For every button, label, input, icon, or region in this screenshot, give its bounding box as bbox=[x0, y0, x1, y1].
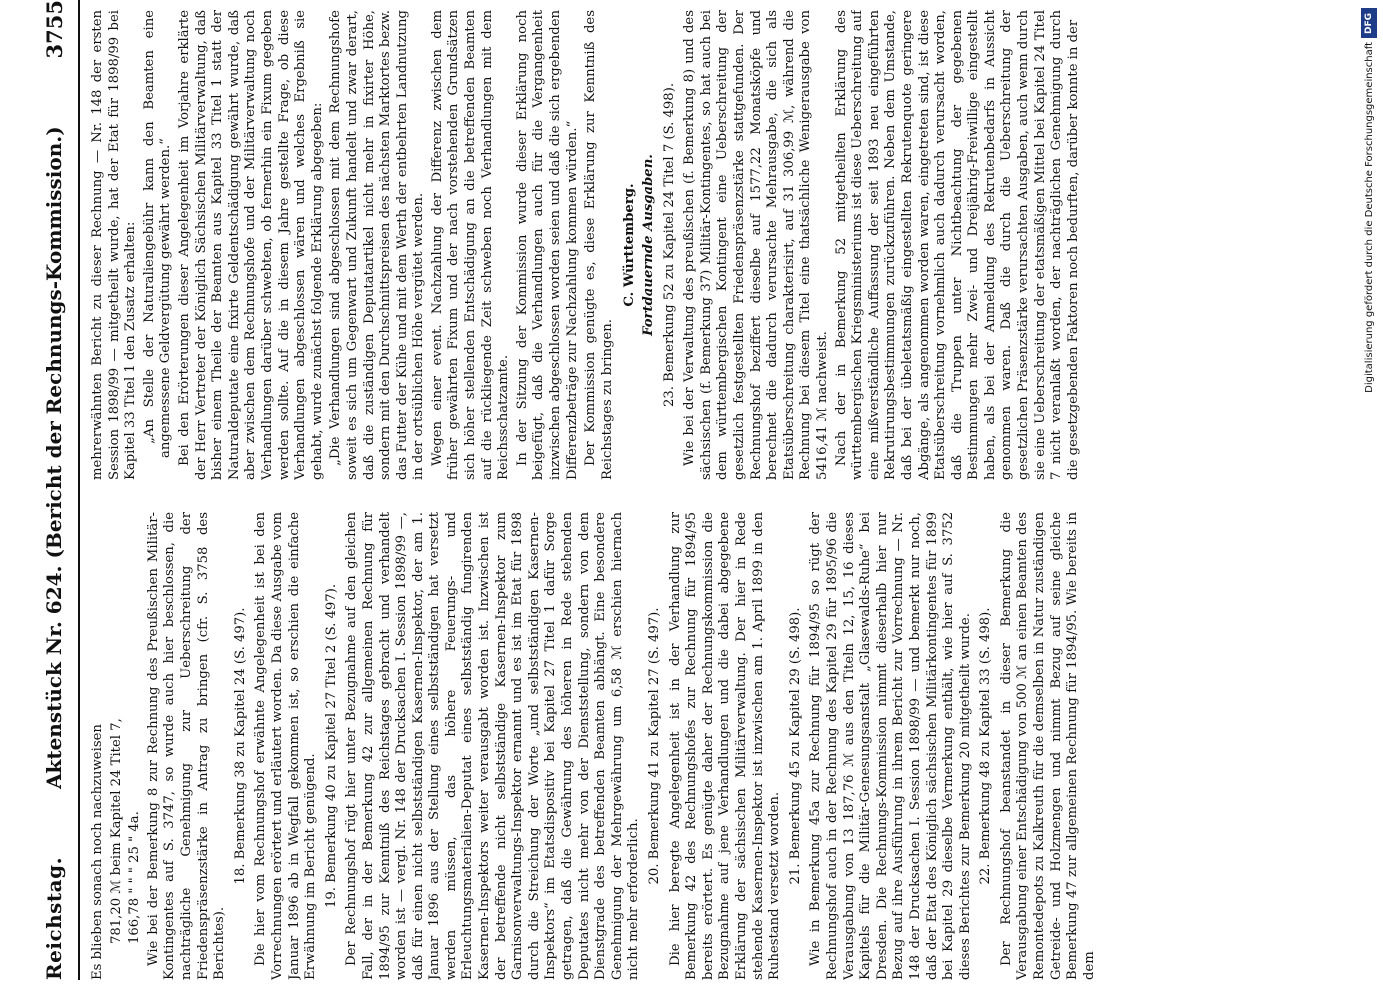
section-heading: 18. Bemerkung 38 zu Kapitel 24 (S. 497). bbox=[232, 607, 248, 885]
left-column bbox=[90, 512, 1320, 980]
header-left: Reichstag. bbox=[42, 856, 66, 980]
paragraph: Wegen einer event. Nachzahlung der Differenz zwischen dem früher gewährten Fixum und der nach vorstehenden Grundsätzen sich höher stellenden Entschädigung an die betreffenden Beamten auf die rückliegende Zeit schweben noch Verhandlungen mit dem Reichsschatzamte. bbox=[429, 10, 512, 480]
paragraph: Die hier beregte Angelegenheit ist in der Verhandlung zur Bemerkung 42 des Rechnungshofes zur Rechnung für 1894/95 bereits erörtert. Es genügte daher der Rechnungskommission die Bezugnahme auf jene Verhandlungen und die dabei abgegebene Erklärung der sächsischen Militärverwaltung. Der hier in Rede stehende Kasernen-Inspektor ist inzwischen am 1. April 1899 in den Ruhestand versetzt worden. bbox=[667, 512, 783, 980]
subsection-title: Fortdauernde Ausgaben. bbox=[641, 154, 656, 336]
paragraph: Der Kommission genügte es, diese Erklärung zur Kenntniß des Reichstages zu bringen. bbox=[583, 10, 615, 480]
quote-paragraph: „An Stelle der Naturaliengebühr kann den Beamten eine angemessene Geldvergütung gewährt werden.“ bbox=[141, 10, 174, 458]
section-heading: 22. Bemerkung 48 zu Kapitel 33 (S. 498). bbox=[978, 607, 994, 885]
dfg-logo: DFG bbox=[1361, 8, 1377, 38]
right-column bbox=[90, 10, 1320, 480]
paragraph: mehrerwähnten Bericht zu dieser Rechnung — Nr. 148 der ersten Session 1898/99 — mitgetheilt wurde, hat der Etat für 1898/99 bei Kapitel 33 Titel 1 den Zusatz erhalten: bbox=[90, 10, 139, 480]
paragraph: Die hier vom Rechnungshof erwähnte Angelegenheit ist bei den Vorrechnungen erörtert und erläutert worden. Da diese Ausgabe vom Januar 1896 ab in Wegfall gekommen ist, so erschien die einfache Erwähnung im Bericht genügend. bbox=[253, 512, 319, 980]
header-rule bbox=[78, 0, 80, 980]
paragraph: Es blieben sonach noch nachzuweisen bbox=[90, 724, 105, 980]
page-header bbox=[34, 0, 74, 980]
paragraph: Bei den Erörterungen dieser Angelegenheit im Vorjahre erklärte der Herr Vertreter der Königlich Sächsischen Militärverwaltung, daß bisher einem Theile der Beamten aus Kapitel 33 Titel 1 statt der Naturaldeputate eine fixirte Geldentschädigung gewährt wurde, daß aber zwischen dem Rechnungshofe und der Militärverwaltung noch Verhandlungen darüber schwebten, ob fernerhin ein Fixum gegeben werden sollte. Auf die in diesem Jahre gestellte Frage, ob diese Verhandlungen abgeschlossen wären und welches Ergebniß sie gehabt, wurde zunächst folgende Erklärung abgegeben: bbox=[176, 10, 325, 480]
paragraph: In der Sitzung der Kommission wurde dieser Erklärung noch beigefügt, daß die Verhandlungen auch für die Vergangenheit inzwischen abgeschlossen worden seien und daß die sich ergebenden Differenzbeträge zur Nachzahlung kommen würden.“ bbox=[514, 10, 580, 480]
section-title: C. Württemberg. bbox=[622, 183, 638, 307]
paragraph: Nach der in Bemerkung 52 mitgetheilten Erklärung des württembergischen Kriegsministeriums ist diese Ueberschreitung auf eine mißverständliche Auffassung der seit 1893 neu eingeführten Rekrutirungsbestimmungen zurückzuführen. Neben dem Umstande, daß bei der übeletatsmäßig eingestellten Rekrutenquote geringere Abgänge, als angenommen worden waren, eingetreten sind, ist diese Etatsüberschreitung vornehmlich auch dadurch verursacht worden, daß die Truppen unter Nichtbeachtung der gegebenen Bestimmungen mehr Zwei- und Dreijährig-Freiwillige eingestellt haben, als bei der Anmeldung des Rekrutenbedarfs in Aussicht genommen waren. Daß die durch die Ueberschreitung der gesetzlichen Präsenzstärke verursachten Ausgaben, auch wenn durch sie eine Ueberschreitung der etatsmäßigen Mittel bei Kapitel 24 Titel 7 nicht veranlaßt worden, der nachträglichen Genehmigung durch die gesetzgebenden Faktoren noch bedurften, darüber konnte in der bbox=[833, 10, 1081, 480]
paragraph: Wie bei der Verwaltung des preußischen (f. Bemerkung 8) und des sächsischen (f. Bemerkung 37) Militär-Kontingentes, so hat auch bei dem württembergischen Kontingent eine Ueberschreitung der gesetzlich festgestellten Friedenspräsenzstärke stattgefunden. Der Rechnungshof beziffert dieselbe auf 1577,22 Monatsköpfe und berechnet die dadurch verursachte Mehrausgabe, die sich als Etatsüberschreitung charakterisirt, auf 31 306,99 ℳ, während die Rechnung bei diesem Titel eine thatsächliche Wenigerausgabe von 5416,41 ℳ nachweist. bbox=[682, 10, 830, 480]
paragraph: 166,78 " " " 25 " 4a. bbox=[127, 811, 143, 944]
paragraph: Der Rechnungshof rügt hier unter Bezugnahme auf den gleichen Fall, der in der Bemerkung 42 zur allgemeinen Rechnung für 1894/95 zur Kenntniß des Reichstages gebracht und verhandelt worden ist — vergl. Nr. 148 der Drucksachen I. Session 1898/99 —, daß für einen nicht selbstständigen Kasernen-Inspektor, der am 1. Januar 1896 aus der Stellung eines selbstständigen hat versetzt werden müssen, das höhere Feuerungs- und Erleuchtungsmaterialien-Deputat eines selbstständig fungirenden Kasernen-Inspektors weiter verausgabt worden ist. Inzwischen ist der betreffende nicht selbstständige Kasernen-Inspektor zum Garnisonverwaltungs-Inspektor ernannt und es ist im Etat für 1898 durch die Streichung der Worte „und selbstständigen Kasernen-Inspektors“ im Etatsdispositiv bei Kapitel 27 Titel 1 dafür Sorge getragen, daß die Gewährung des höheren in Rede stehenden Deputates nicht mehr von der Dienststellung, sondern von dem Dienstgrade des betreffenden Beamten abhängt. Eine besondere Genehmigung der Mehrgewährung um 6,58 ℳ erschien hiernach nicht mehr erforderlich. bbox=[344, 512, 642, 980]
paragraph: Der Rechnungshof beanstandet in dieser Bemerkung die Verausgabung einer Entschädigung von 500 ℳ an einen Beamten des Remontedepots zu Kalkreuth für die demselben in Natur zuständigen Getreide- und Holzmengen und nimmt Bezug auf seine gleiche Bemerkung 47 zur allgemeinen Rechnung für 1894/95. Wie bereits in dem bbox=[998, 512, 1097, 980]
section-heading: 23. Bemerkung 52 zu Kapitel 24 Titel 7 (S. 498). bbox=[661, 82, 677, 408]
paragraph: 781,20 ℳ beim Kapitel 24 Titel 7, bbox=[108, 718, 124, 944]
paragraph: Wie in Bemerkung 45a zur Rechnung für 1894/95 so rügt der Rechnungshof auch in der Rechnung des Kapitel 29 für 1895/96 die Verausgabung von 13 187,76 ℳ aus den Titeln 12, 15, 16 dieses Kapitels für die Militär-Genesungsanstalt „Glasewalds-Ruhe“ bei Dresden. Die Rechnungs-Kommission nimmt dieserhalb hier nur Bezug auf ihre Ausführung in ihrem Bericht zur Vorrechnung — Nr. 148 der Drucksachen I. Session 1898/99 — und bemerkt nur noch, daß der Etat des Königlich sächsischen Militärkontingentes für 1899 bei Kapitel 29 dieselbe Vermerkung enthält, wie hier auf S. 3752 dieses Berichtes zur Bemerkung 20 mitgetheilt wurde. bbox=[808, 512, 973, 980]
credit-strip bbox=[1361, 8, 1377, 668]
header-title: Aktenstück Nr. 624. (Bericht der Rechnungs-Kommission.) bbox=[42, 126, 66, 790]
document-page bbox=[28, 0, 1328, 980]
paragraph: „Die Verhandlungen sind abgeschlossen mit dem Rechnungshofe soweit es sich um Gegenwart und Zukunft handelt und zwar derart, daß die zuständigen Deputatartikel nicht mehr in fixirter Höhe, sondern mit den Durchschnittspreisen des nächsten Marktortes bezw. das Futter der Kühe und mit dem Werth der entbehrten Landnutzung in der ortsüblichen Höhe vergütet werden. bbox=[328, 10, 427, 480]
credit-text: Digitalisierung gefördert durch die Deutsche Forschungsgemeinschaft bbox=[1363, 42, 1375, 393]
page-number: 3755 bbox=[41, 0, 67, 59]
section-heading: 19. Bemerkung 40 zu Kapitel 27 Titel 2 (S. 497). bbox=[323, 583, 339, 909]
section-heading: 21. Bemerkung 45 zu Kapitel 29 (S. 498). bbox=[787, 607, 803, 885]
section-heading: 20. Bemerkung 41 zu Kapitel 27 (S. 497). bbox=[647, 607, 662, 885]
paragraph: Wie bei der Bemerkung 8 zur Rechnung des Preußischen Militär-Kontingentes auf S. 3747, so wurde auch hier beschlossen, die nachträgliche Genehmigung zur Ueberschreitung der Friedenspräsenzstärke in Antrag zu bringen (cfr. S. 3758 des Berichtes). bbox=[145, 512, 228, 980]
